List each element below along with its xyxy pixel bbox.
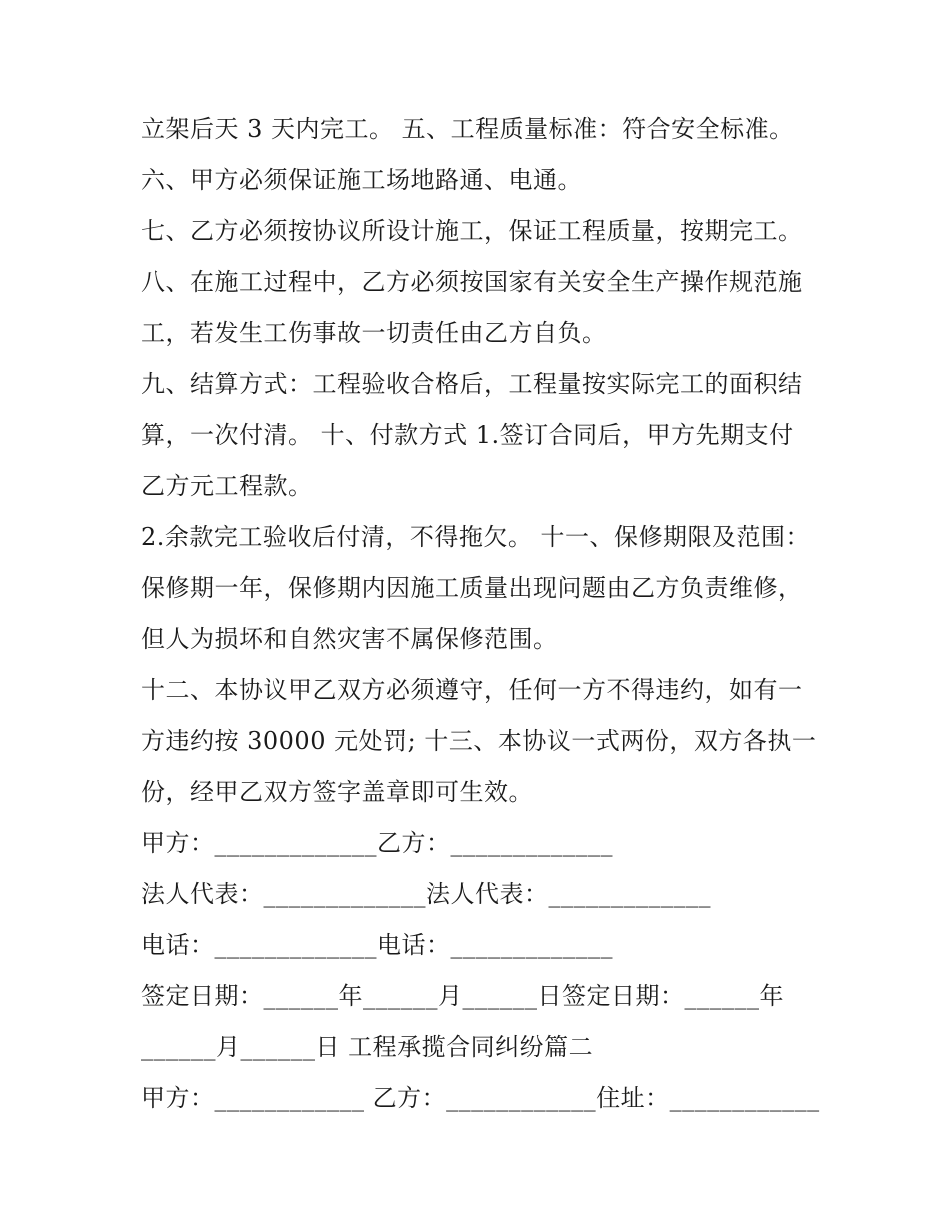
signature-line-phone: 电话：_____________电话：_____________: [141, 931, 613, 959]
text-line: 方违约按 30000 元处罚; 十三、本协议一式两份，双方各执一: [141, 727, 817, 755]
text-line: 2.余款完工验收后付清，不得拖欠。 十一、保修期限及范围：: [141, 523, 811, 551]
signature-line-party: 甲方：_____________乙方：_____________: [141, 829, 613, 857]
text-line: 六、甲方必须保证施工场地路通、电通。: [141, 166, 582, 194]
text-line: 乙方元工程款。: [141, 472, 313, 500]
text-line: 九、结算方式：工程验收合格后，工程量按实际完工的面积结: [141, 370, 803, 398]
signature-line-date: 签定日期：______年______月______日签定日期：______年: [141, 982, 784, 1010]
party-info-line: 甲方：____________ 乙方：____________住址：____________: [141, 1084, 820, 1112]
text-line: 十二、本协议甲乙双方必须遵守，任何一方不得违约，如有一: [141, 676, 803, 704]
text-line: 算，一次付清。 十、付款方式 1.签订合同后，甲方先期支付: [141, 421, 794, 449]
text-line: 保修期一年，保修期内因施工质量出现问题由乙方负责维修，: [141, 574, 803, 602]
text-line: 立架后天 3 天内完工。 五、工程质量标准：符合安全标准。: [141, 115, 794, 143]
document-body: [141, 104, 821, 1124]
text-line: 八、在施工过程中，乙方必须按国家有关安全生产操作规范施: [141, 268, 803, 296]
text-line: 七、乙方必须按协议所设计施工，保证工程质量，按期完工。: [141, 217, 803, 245]
text-line: 但人为损坏和自然灾害不属保修范围。: [141, 625, 558, 653]
text-line: 份，经甲乙双方签字盖章即可生效。: [141, 778, 533, 806]
text-line: 工，若发生工伤事故一切责任由乙方自负。: [141, 319, 607, 347]
signature-line-legal-rep: 法人代表：_____________法人代表：_____________: [141, 880, 711, 908]
signature-line-date-continued: ______月______日 工程承揽合同纠纷篇二: [141, 1033, 594, 1061]
